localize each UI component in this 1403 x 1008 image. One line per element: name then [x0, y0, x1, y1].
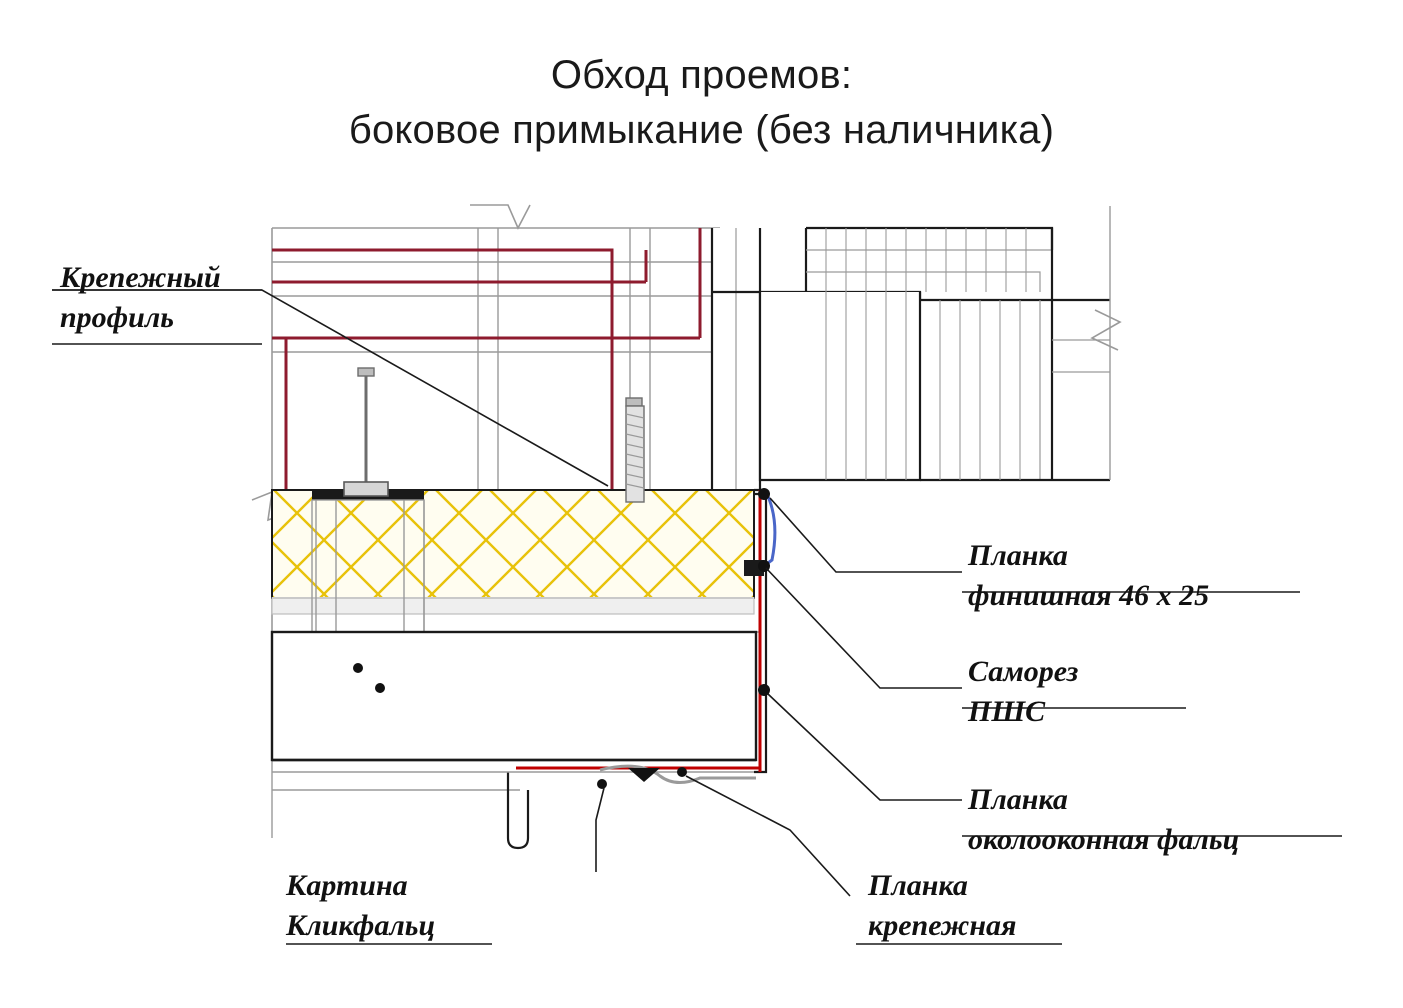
label-screw-line-2: ПШС: [968, 694, 1046, 728]
label-finish-plank-line-1: Планка: [968, 539, 1068, 572]
title-line-1: Обход проемов:: [550, 53, 853, 97]
anchor-screws: [344, 368, 644, 502]
insulation-layer: [272, 490, 754, 614]
near-window-fold-plank: [597, 766, 756, 789]
label-fastening-profile-line-1: Крепежный: [60, 261, 221, 294]
label-window-fold-plank-line-2: околооконная фальц: [968, 822, 1240, 856]
label-finish-plank: [968, 536, 1209, 616]
label-klikfalts-picture-line-2: Кликфальц: [286, 908, 436, 942]
title-line-2: боковое примыкание (без наличника): [348, 108, 1055, 153]
label-fastening-plank-line-1: Планка: [868, 869, 968, 902]
label-screw: [968, 652, 1078, 732]
label-finish-plank-line-2: финишная 46 х 25: [968, 578, 1210, 612]
label-fastening-profile: [60, 258, 221, 338]
label-screw-line-1: Саморез: [968, 655, 1079, 688]
label-fastening-plank-line-2: крепежная: [868, 908, 1017, 942]
label-klikfalts-picture-line-1: Картина: [286, 869, 408, 902]
label-window-fold-plank-line-1: Планка: [968, 783, 1068, 816]
label-fastening-profile-line-2: профиль: [60, 300, 174, 334]
label-klikfalts-picture: [286, 866, 435, 946]
klikfalts-panel: [272, 632, 756, 848]
window-frame: [712, 206, 1120, 494]
label-window-fold-plank: [968, 780, 1239, 860]
label-fastening-plank: [868, 866, 1016, 946]
